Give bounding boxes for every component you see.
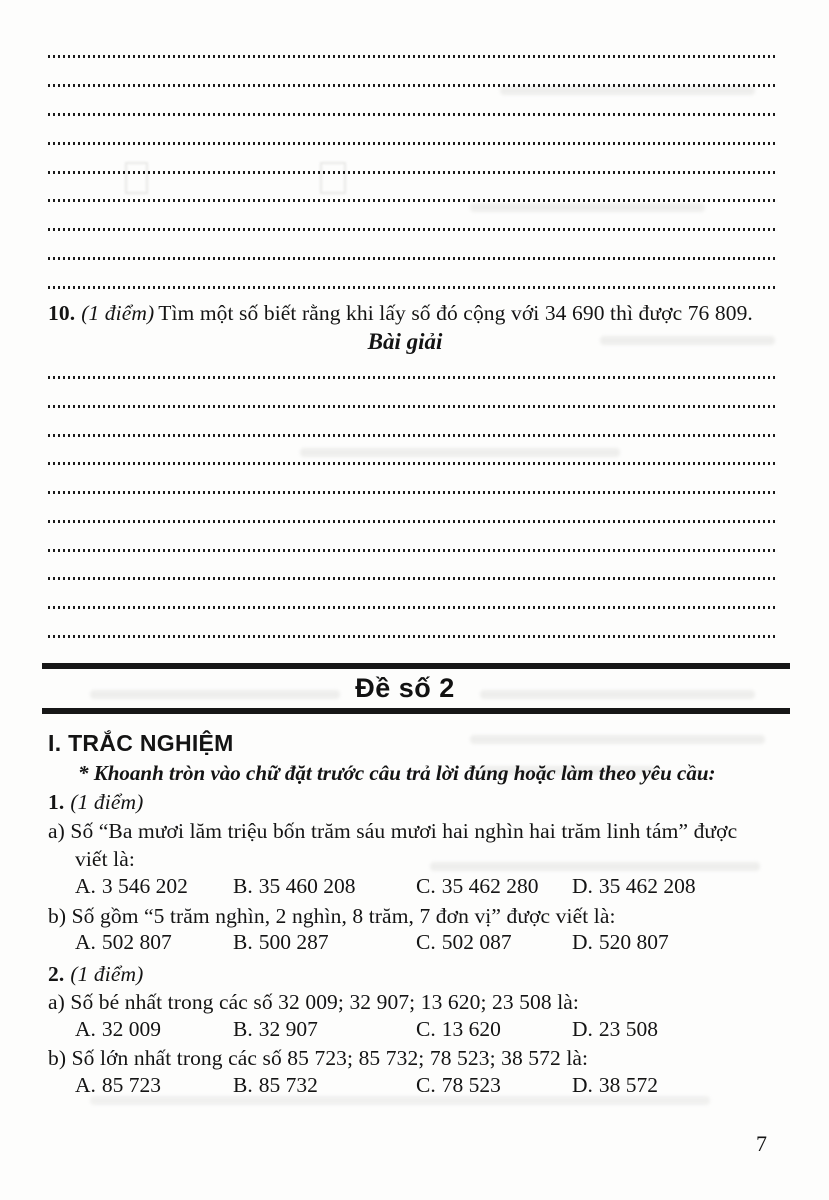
part-label: b): [48, 904, 67, 928]
question-2b-line1: [48, 1045, 588, 1072]
answer-line: [48, 434, 775, 437]
answer-line: [48, 142, 775, 145]
answer-line: [48, 55, 775, 58]
option-value: 32 907: [258, 1017, 318, 1041]
bleedthrough-box: [320, 162, 346, 194]
option-c: [416, 1017, 501, 1042]
answer-line: [48, 491, 775, 494]
bleedthrough-smudge: [470, 735, 765, 744]
bleedthrough-smudge: [300, 448, 620, 457]
option-label: B.: [233, 874, 253, 898]
question-text: Tìm một số biết rằng khi lấy số đó cộng với 34 690 thì được 76 809.: [158, 301, 753, 325]
separator-bar-bottom: [42, 708, 790, 714]
answer-line: [48, 520, 775, 523]
option-value: 85 732: [258, 1073, 318, 1097]
option-d: [572, 930, 669, 955]
question-2-header: [48, 961, 147, 988]
question-number: 2.: [48, 962, 65, 986]
bleedthrough-box: [125, 162, 148, 194]
option-value: 502 807: [101, 930, 172, 954]
question-points: (1 điểm): [70, 790, 144, 814]
answer-line: [48, 84, 775, 87]
separator-bar-top: [42, 663, 790, 669]
option-value: 38 572: [598, 1073, 659, 1097]
option-label: A.: [75, 1073, 96, 1097]
option-value: 35 462 280: [441, 874, 539, 898]
option-c: [416, 874, 538, 899]
question-points: (1 điểm): [70, 962, 144, 986]
question-points: (1 điểm): [81, 301, 155, 325]
option-value: 35 462 208: [598, 874, 696, 898]
option-a: [75, 1017, 161, 1042]
question-1a-line2: viết là:: [75, 847, 135, 871]
option-label: D.: [572, 930, 593, 954]
option-value: 520 807: [598, 930, 669, 954]
option-label: A.: [75, 930, 96, 954]
answer-line: [48, 606, 775, 609]
answer-line: [48, 228, 775, 231]
question-number: 1.: [48, 790, 65, 814]
answer-line: [48, 199, 775, 202]
option-b: [233, 874, 355, 899]
answer-line: [48, 635, 775, 638]
option-label: D.: [572, 874, 593, 898]
option-label: A.: [75, 1017, 96, 1041]
answer-line: [48, 405, 775, 408]
option-value: 13 620: [441, 1017, 501, 1041]
option-label: C.: [416, 1017, 436, 1041]
option-d: [572, 874, 696, 899]
question-1b-line1: [48, 903, 616, 930]
bleedthrough-smudge: [470, 203, 705, 212]
option-a: [75, 874, 188, 899]
option-value: 35 460 208: [258, 874, 356, 898]
part-text: Số lớn nhất trong các số 85 723; 85 732; 78 523; 38 572 là:: [71, 1046, 589, 1070]
answer-line: [48, 257, 775, 260]
question-10: [48, 300, 753, 327]
option-value: 78 523: [441, 1073, 501, 1097]
option-label: B.: [233, 930, 253, 954]
option-value: 23 508: [598, 1017, 659, 1041]
option-a: [75, 930, 172, 955]
section-title: I. TRẮC NGHIỆM: [48, 730, 234, 756]
option-label: A.: [75, 874, 96, 898]
part-label: a): [48, 990, 65, 1014]
part-label: b): [48, 1046, 67, 1070]
option-b: [233, 1073, 318, 1098]
bleedthrough-smudge: [500, 86, 755, 95]
option-value: 502 087: [441, 930, 512, 954]
answer-line: [48, 376, 775, 379]
option-c: [416, 1073, 501, 1098]
answer-line: [48, 462, 775, 465]
option-label: B.: [233, 1073, 253, 1097]
answer-line: [48, 113, 775, 116]
option-label: C.: [416, 1073, 436, 1097]
option-value: 85 723: [101, 1073, 162, 1097]
part-text: Số gồm “5 trăm nghìn, 2 nghìn, 8 trăm, 7 đơn vị” được viết là:: [71, 904, 616, 928]
option-c: [416, 930, 512, 955]
question-1-header: [48, 789, 147, 816]
option-d: [572, 1073, 658, 1098]
option-label: B.: [233, 1017, 253, 1041]
answer-line: [48, 286, 775, 289]
question-number: 10.: [48, 301, 76, 325]
answer-line: [48, 549, 775, 552]
option-b: [233, 930, 329, 955]
option-value: 32 009: [101, 1017, 162, 1041]
option-label: C.: [416, 930, 436, 954]
option-label: D.: [572, 1073, 593, 1097]
bleedthrough-smudge: [430, 862, 760, 871]
option-b: [233, 1017, 318, 1042]
section-instruction: * Khoanh tròn vào chữ đặt trước câu trả lời đúng hoặc làm theo yêu cầu:: [78, 761, 716, 785]
answer-line: [48, 577, 775, 580]
option-label: D.: [572, 1017, 593, 1041]
part-label: a): [48, 819, 65, 843]
part-text: Số bé nhất trong các số 32 009; 32 907; 13 620; 23 508 là:: [70, 990, 579, 1014]
option-value: 500 287: [258, 930, 329, 954]
option-label: C.: [416, 874, 436, 898]
answer-line: [48, 171, 775, 174]
exam-title: Đề số 2: [355, 673, 455, 703]
option-a: [75, 1073, 161, 1098]
part-text: Số “Ba mươi lăm triệu bốn trăm sáu mươi hai nghìn hai trăm linh tám” được: [70, 819, 738, 843]
question-2a-line1: [48, 989, 579, 1016]
option-value: 3 546 202: [101, 874, 188, 898]
solution-label: Bài giải: [367, 329, 443, 354]
question-1a-line1: [48, 818, 737, 845]
option-d: [572, 1017, 658, 1042]
page-number: 7: [756, 1131, 767, 1156]
